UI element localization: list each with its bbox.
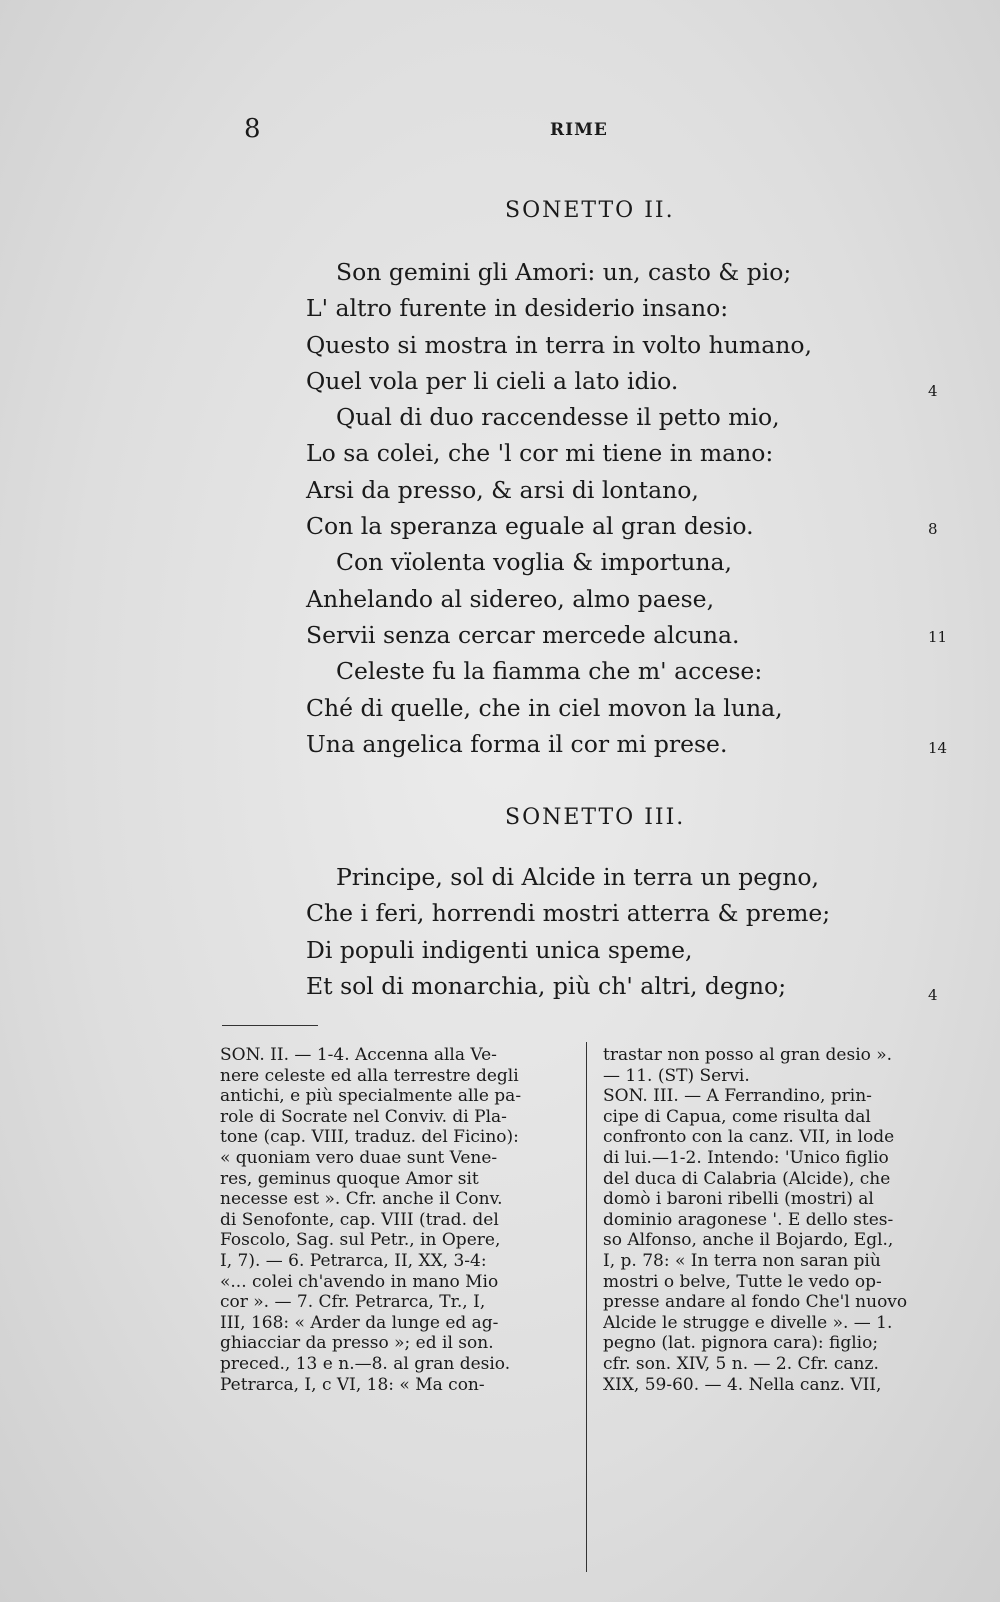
verse-line: Questo si mostra in terra in volto humano, (306, 330, 812, 359)
note-line: I, p. 78: « In terra non saran più (603, 1250, 881, 1271)
note-line: presse andare al fondo Che'l nuovo (603, 1292, 908, 1313)
note-line: cfr. son. XIV, 5 n. — 2. Cfr. canz. (603, 1353, 879, 1374)
verse-line: Et sol di monarchia, più ch' altri, degno; (306, 971, 787, 1000)
note-line: Petrarca, I, c VI, 18: « Ma con- (220, 1374, 485, 1395)
line-number: 11 (928, 628, 948, 646)
note-line: trastar non posso al gran desio ». (603, 1045, 893, 1065)
verse-line: Che i feri, horrendi mostri atterra & preme; (306, 899, 831, 928)
verse-line: Ché di quelle, che in ciel movon la luna, (306, 693, 783, 722)
note-line: pegno (lat. pignora cara): figlio; (603, 1333, 879, 1354)
note-line: antichi, e più specialmente alle pa- (220, 1086, 522, 1107)
verse-line: Qual di duo raccendesse il petto mio, (336, 403, 780, 432)
verse-line: Son gemini gli Amori: un, casto & pio; (336, 258, 792, 286)
verse-line: Con la speranza eguale al gran desio. (306, 512, 754, 541)
verse-line: L' altro furente in desiderio insano: (306, 294, 729, 323)
note-line: confronto con la canz. VII, in lode (603, 1127, 895, 1148)
note-line: «... colei ch'avendo in mano Mio (220, 1271, 499, 1292)
sonnet-2-title: SONETTO II. (505, 198, 675, 223)
verse-line: Anhelando al sidereo, almo paese, (306, 584, 715, 613)
running-title: RIME (550, 120, 608, 140)
note-line: SON. III. — A Ferrandino, prin- (603, 1086, 872, 1107)
note-line: role di Socrate nel Conviv. di Pla- (220, 1106, 507, 1127)
note-line: res, geminus quoque Amor sit (220, 1168, 479, 1189)
note-line: SON. II. — 1-4. Accenna alla Ve- (220, 1045, 497, 1065)
note-line: dominio aragonese '. E dello stes- (603, 1209, 894, 1230)
verse-line: Servii senza cercar mercede alcuna. (306, 620, 740, 649)
line-number: 14 (928, 739, 948, 757)
note-line: necesse est ». Cfr. anche il Conv. (220, 1189, 503, 1210)
sonnet-3-title: SONETTO III. (505, 805, 686, 830)
note-line: preced., 13 e n.—8. al gran desio. (220, 1353, 511, 1374)
note-line: domò i baroni ribelli (mostri) al (603, 1189, 874, 1210)
note-line: del duca di Calabria (Alcide), che (603, 1168, 891, 1189)
page-number: 8 (244, 114, 261, 144)
verse-line: Celeste fu la fiamma che m' accese: (336, 657, 763, 686)
note-line: di Senofonte, cap. VIII (trad. del (220, 1209, 499, 1230)
note-line: — 11. (ST) Servi. (603, 1065, 750, 1086)
notes-left-column (220, 1045, 576, 1395)
sonnet-3-verses (306, 859, 830, 1004)
note-line: di lui.—1-2. Intendo: 'Unico figlio (603, 1147, 889, 1168)
note-line: nere celeste ed alla terrestre degli (220, 1065, 519, 1086)
verse-line: Principe, sol di Alcide in terra un pegno, (336, 863, 819, 891)
note-line: cipe di Capua, come risulta dal (603, 1106, 871, 1127)
note-line: XIX, 59-60. — 4. Nella canz. VII, (603, 1374, 882, 1395)
line-number: 4 (928, 986, 938, 1004)
line-number: 8 (928, 520, 938, 538)
verse-line: Una angelica forma il cor mi prese. (306, 729, 728, 758)
verse-line: Lo sa colei, che 'l cor mi tiene in mano: (306, 439, 774, 468)
footnote-rule (222, 1025, 318, 1026)
verse-line: Di populi indigenti unica speme, (306, 935, 693, 964)
verse-line: Con vïolenta voglia & importuna, (336, 548, 732, 577)
note-line: so Alfonso, anche il Bojardo, Egl., (603, 1230, 894, 1251)
notes-right-column (603, 1045, 955, 1395)
note-line: I, 7). — 6. Petrarca, II, XX, 3-4: (220, 1250, 487, 1271)
line-number: 4 (928, 382, 938, 400)
verse-line: Arsi da presso, & arsi di lontano, (306, 475, 699, 504)
note-line: « quoniam vero duae sunt Vene- (220, 1147, 498, 1168)
verse-line: Quel vola per li cieli a lato idio. (306, 366, 679, 395)
note-line: III, 168: « Arder da lunge ed ag- (220, 1312, 499, 1333)
column-divider (586, 1042, 587, 1572)
note-line: tone (cap. VIII, traduz. del Ficino): (220, 1127, 519, 1148)
note-line: mostri o belve, Tutte le vedo op- (603, 1271, 882, 1292)
note-line: cor ». — 7. Cfr. Petrarca, Tr., I, (220, 1292, 486, 1313)
note-line: Alcide le strugge e divelle ». — 1. (603, 1312, 893, 1333)
sonnet-2-verses (306, 254, 812, 762)
note-line: Foscolo, Sag. sul Petr., in Opere, (220, 1230, 501, 1251)
note-line: ghiacciar da presso »; ed il son. (220, 1333, 494, 1354)
